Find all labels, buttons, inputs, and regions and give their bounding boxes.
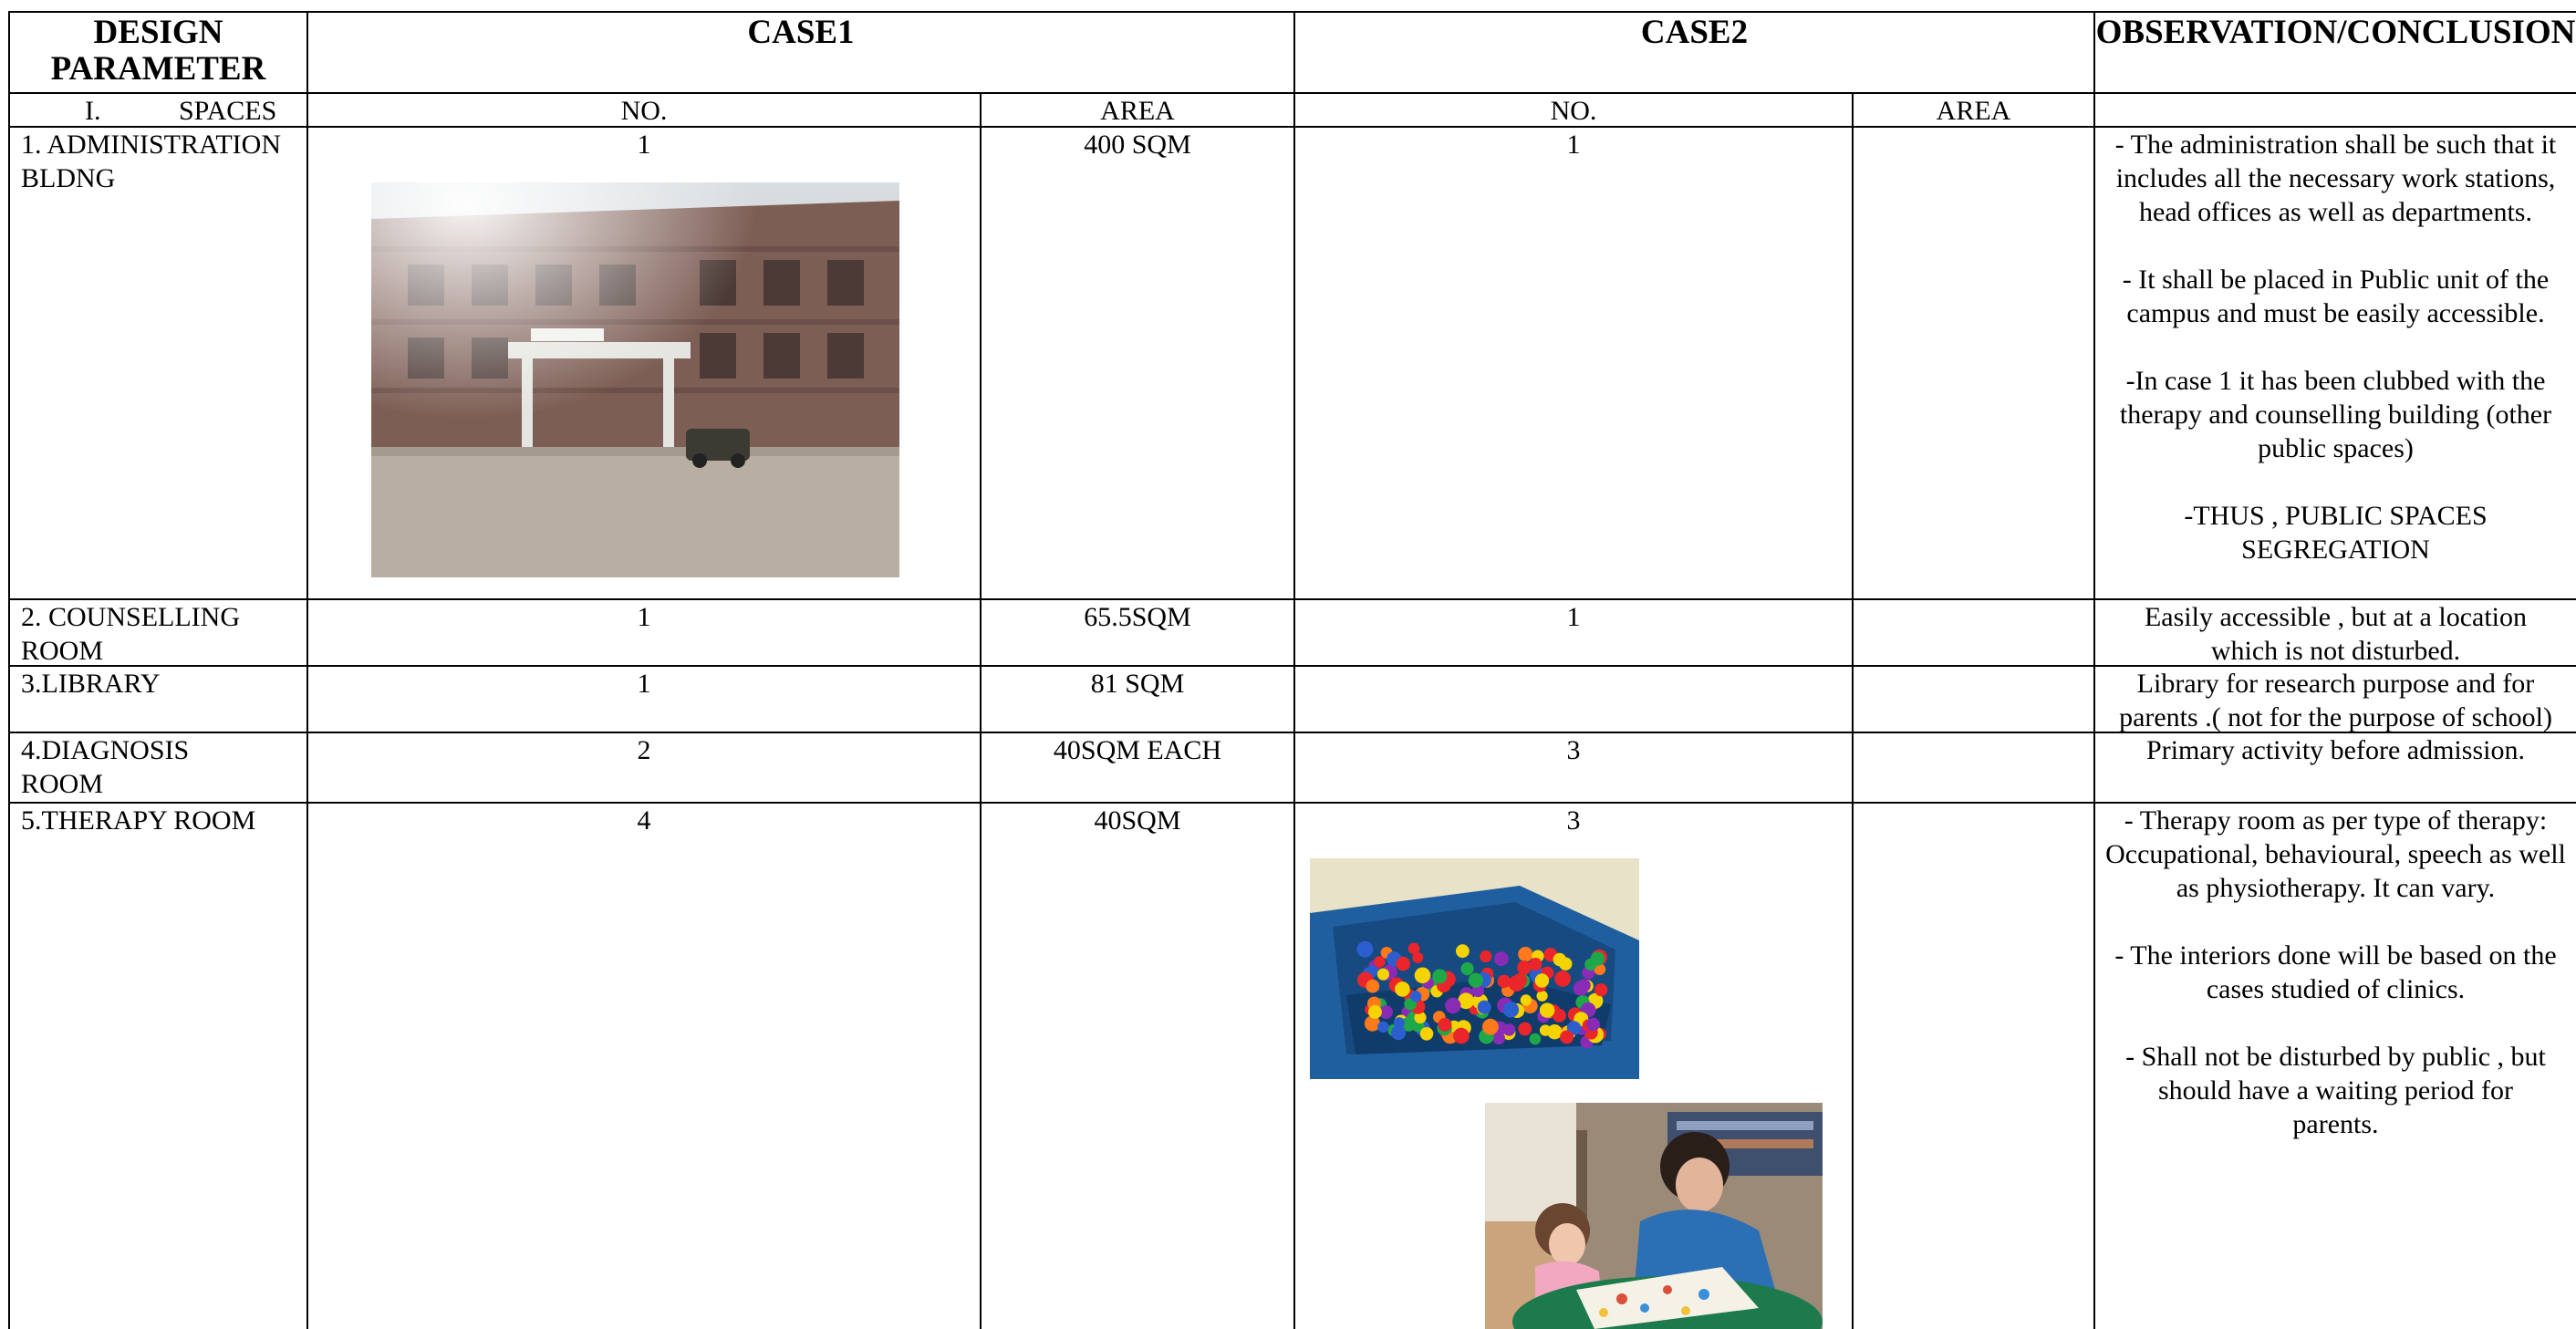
ball-pit-photo xyxy=(1310,858,1639,1079)
row-case2-area xyxy=(1854,667,2093,732)
col-divider xyxy=(8,11,10,1329)
subheader-spaces-label: SPACES xyxy=(179,96,277,126)
subheader-case1-area: AREA xyxy=(1100,96,1175,126)
row-name-counselling: 2. COUNSELLING ROOM xyxy=(21,602,240,665)
row-case2-no xyxy=(1295,667,1852,732)
header-design-parameter: DESIGN PARAMETER xyxy=(50,15,266,88)
subheader-case1-no: NO. xyxy=(620,96,668,126)
row-case2-no: 3 xyxy=(1566,735,1581,765)
row-case2-area xyxy=(1854,804,2093,840)
row-case1-area: 40SQM EACH xyxy=(1053,735,1222,765)
observation-paragraph: -THUS , PUBLIC SPACES SEGREGATION xyxy=(2184,501,2488,565)
row-case1-no: 1 xyxy=(637,130,651,160)
row-case2-area xyxy=(1854,128,2093,164)
row-case1-no: 4 xyxy=(637,805,651,836)
row-case2-no: 1 xyxy=(1566,602,1581,632)
row-case2-area xyxy=(1854,733,2093,802)
observation-paragraph: - The administration shall be such that it includes all the necessary work stations, head offices as well as departments. xyxy=(2114,130,2557,227)
row-case1-area: 40SQM xyxy=(1094,805,1181,836)
observation-paragraph: -In case 1 it has been clubbed with the therapy and counselling building (other public spaces) xyxy=(2119,366,2552,463)
row-case1-no: 1 xyxy=(637,669,651,699)
observation-paragraph: - The interiors done will be based on the cases studied of clinics. xyxy=(2114,940,2557,1004)
row-case1-no: 1 xyxy=(637,602,651,632)
subheader-spaces xyxy=(10,94,306,126)
row-observation: Easily accessible , but at a location which is not disturbed. xyxy=(2144,602,2528,665)
header-case1: CASE1 xyxy=(747,15,855,51)
row-observation xyxy=(2097,128,2574,598)
row-observation: Primary activity before admission. xyxy=(2146,735,2525,765)
table-border-top xyxy=(8,11,2576,13)
row-name-diagnosis: 4.DIAGNOSIS ROOM xyxy=(21,735,190,799)
row-observation xyxy=(2097,804,2574,1329)
subheader-spaces-number: I. xyxy=(85,96,101,126)
row-case1-area: 65.5SQM xyxy=(1084,602,1191,632)
row-case1-area: 400 SQM xyxy=(1084,130,1191,160)
row-case2-no: 1 xyxy=(1566,130,1581,160)
subheader-case2-no: NO. xyxy=(1550,96,1597,126)
row-observation: Library for research purpose and for parents .( not for the purpose of school) xyxy=(2119,669,2552,732)
row-case2-area xyxy=(1854,600,2093,665)
subheader-case2-area: AREA xyxy=(1936,96,2011,126)
observation-paragraph: - Therapy room as per type of therapy: Occupational, behavioural, speech as well as physiotherapy. It can vary. xyxy=(2105,805,2566,903)
row-case1-area: 81 SQM xyxy=(1090,669,1185,699)
header-case2: CASE2 xyxy=(1640,15,1749,51)
administration-building-photo xyxy=(371,182,899,577)
child-therapy-photo xyxy=(1485,1103,1823,1329)
row-name-library: 3.LIBRARY xyxy=(21,669,161,699)
row-case2-no: 3 xyxy=(1566,805,1581,836)
header-observation: OBSERVATION/CONCLUSION xyxy=(2095,15,2576,51)
row-name-therapy: 5.THERAPY ROOM xyxy=(21,805,256,836)
row-case1-no: 2 xyxy=(637,735,651,765)
observation-paragraph: - Shall not be disturbed by public , but should have a waiting period for parents. xyxy=(2125,1042,2546,1139)
observation-paragraph: - It shall be placed in Public unit of the campus and must be easily accessible. xyxy=(2122,265,2550,328)
row-name-administration: 1. ADMINISTRATION BLDNG xyxy=(21,130,281,193)
